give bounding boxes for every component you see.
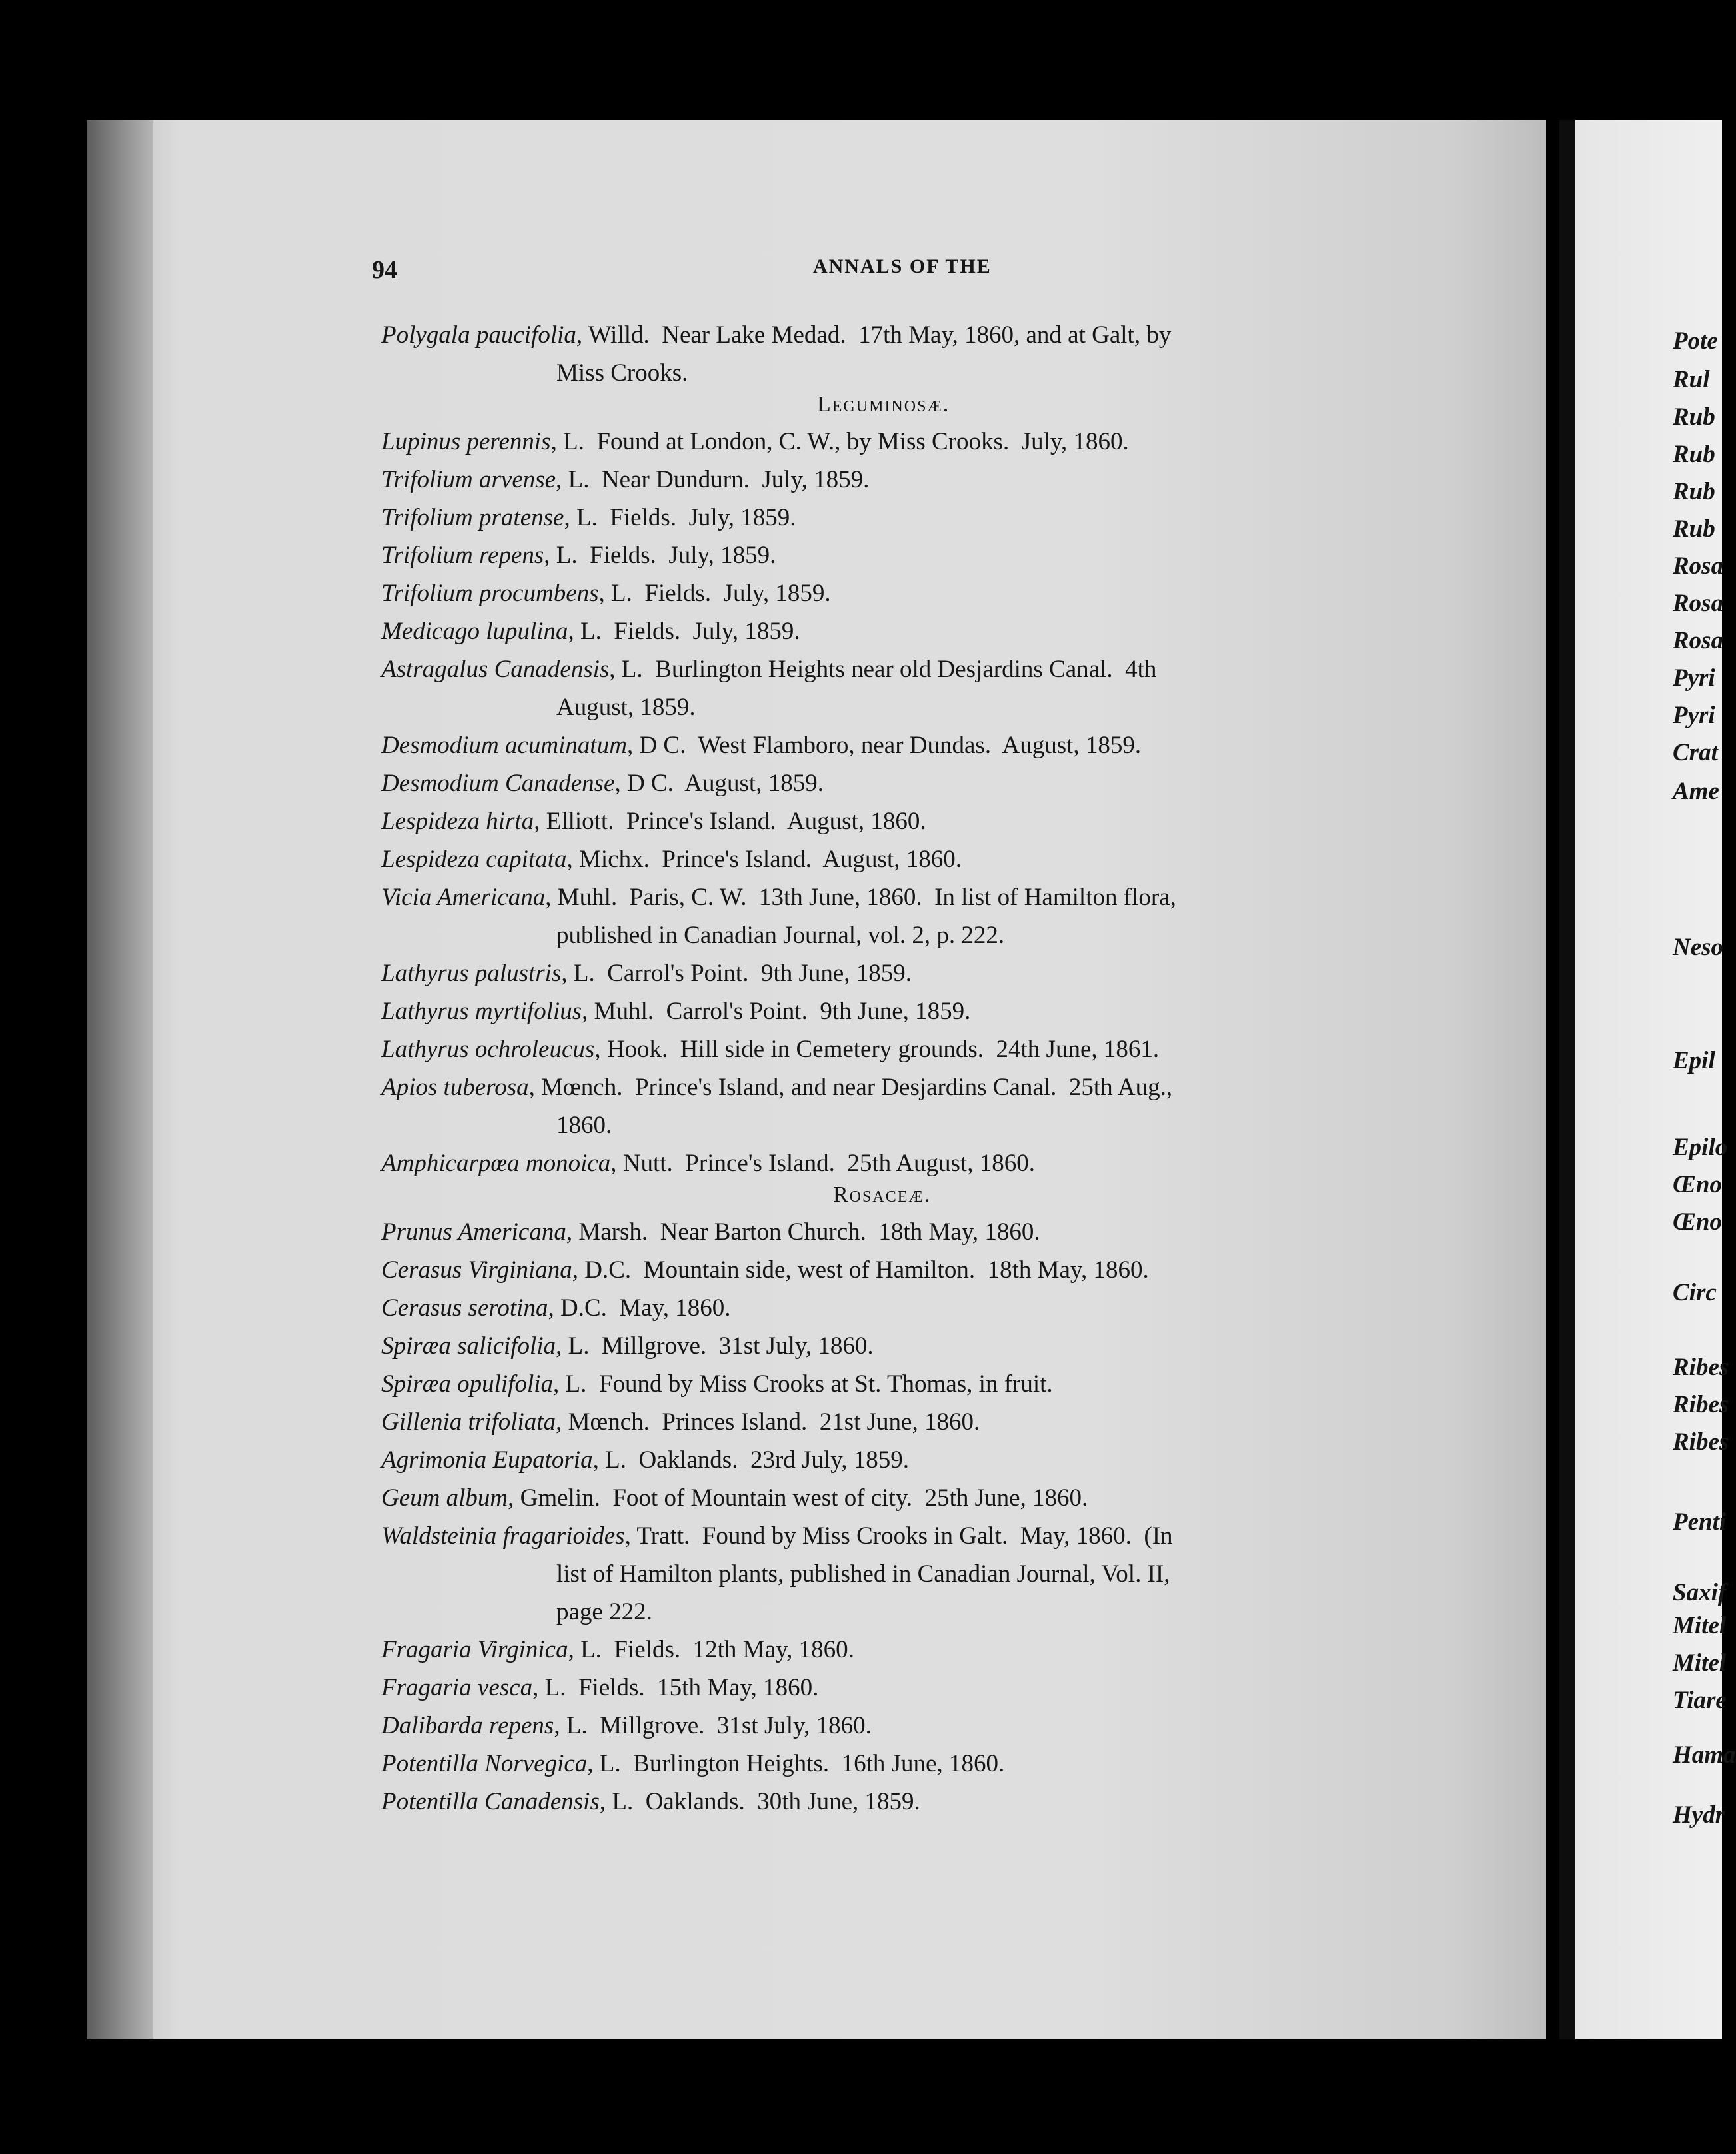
species-name: Potentilla Canadensis bbox=[381, 1788, 600, 1815]
right-page-fragment: Pyri bbox=[1673, 702, 1715, 729]
species-entry bbox=[381, 1749, 1004, 1779]
right-page-fragment: Mitel bbox=[1673, 1649, 1727, 1677]
species-details: , Mœnch. Prince's Island, and near Desjardins Canal. 25th Aug., bbox=[528, 1074, 1173, 1101]
species-name: Cerasus Virginiana bbox=[381, 1256, 572, 1284]
species-details: , Willd. Near Lake Medad. 17th May, 1860, and at Galt, by bbox=[576, 321, 1172, 349]
species-entry bbox=[381, 1407, 980, 1438]
species-name: Vicia Americana bbox=[381, 884, 546, 911]
running-head: ANNALS OF THE bbox=[813, 255, 992, 277]
species-name: Lespideza hirta bbox=[381, 808, 534, 835]
entry-continuation: page 222. bbox=[556, 1598, 652, 1625]
species-details: , Tratt. Found by Miss Crooks in Galt. May, 1860. (In bbox=[624, 1522, 1173, 1550]
species-details: , L. Oaklands. 23rd July, 1859. bbox=[592, 1446, 910, 1474]
species-name: Trifolium procumbens bbox=[381, 580, 599, 607]
species-details: , L. Burlington Heights. 16th June, 1860. bbox=[587, 1750, 1005, 1777]
species-details: , D.C. Mountain side, west of Hamilton. 18th May, 1860. bbox=[572, 1256, 1149, 1284]
species-entry bbox=[381, 654, 1156, 685]
right-page-fragment: Ribes bbox=[1673, 1354, 1729, 1381]
species-details: , L. Burlington Heights near old Desjardins Canal. 4th bbox=[609, 656, 1157, 683]
species-entry bbox=[381, 1072, 1172, 1103]
species-entry bbox=[381, 1255, 1149, 1286]
species-entry bbox=[381, 1369, 1053, 1400]
page-number: 94 bbox=[372, 256, 397, 284]
species-entry bbox=[381, 578, 831, 609]
species-name: Desmodium acuminatum bbox=[381, 732, 627, 759]
right-page-fragment: Rub bbox=[1673, 403, 1715, 431]
species-details: , Mœnch. Princes Island. 21st June, 1860. bbox=[556, 1408, 980, 1436]
species-entry bbox=[381, 427, 1129, 457]
species-details: , Muhl. Carrol's Point. 9th June, 1859. bbox=[582, 998, 971, 1025]
species-name: Lathyrus myrtifolius bbox=[381, 998, 582, 1025]
species-name: Fragaria Virginica bbox=[381, 1636, 568, 1663]
species-name: Prunus Americana bbox=[381, 1218, 566, 1246]
species-entry bbox=[381, 844, 962, 875]
species-entry bbox=[381, 882, 1176, 913]
species-name: Waldsteinia fragarioides bbox=[381, 1522, 625, 1550]
species-details: , L. Near Dundurn. July, 1859. bbox=[556, 466, 870, 493]
right-page-fragment: Saxif bbox=[1673, 1579, 1727, 1606]
species-name: Geum album bbox=[381, 1484, 508, 1512]
species-details: , Hook. Hill side in Cemetery grounds. 24th June, 1861. bbox=[594, 1036, 1160, 1063]
species-name: Medicago lupulina bbox=[381, 618, 568, 645]
species-entry bbox=[381, 958, 912, 989]
section-heading-rosaceae: Rosaceæ. bbox=[833, 1182, 932, 1207]
species-entry bbox=[381, 503, 796, 533]
species-entry bbox=[381, 1483, 1088, 1514]
species-entry bbox=[381, 1445, 909, 1476]
right-page-fragment: Rosa bbox=[1673, 590, 1724, 617]
species-details: , Muhl. Paris, C. W. 13th June, 1860. In list of Hamilton flora, bbox=[545, 884, 1176, 911]
species-entry bbox=[381, 1217, 1040, 1248]
species-entry bbox=[381, 1787, 920, 1817]
species-entry bbox=[381, 1521, 1173, 1552]
species-details: , L. Found by Miss Crooks at St. Thomas, in fruit. bbox=[553, 1370, 1053, 1398]
species-details: , D C. August, 1859. bbox=[614, 770, 824, 797]
right-page-fragment: Epilo bbox=[1673, 1134, 1728, 1161]
species-details: , D.C. May, 1860. bbox=[548, 1294, 731, 1322]
right-page-fragment: Neso bbox=[1673, 934, 1724, 961]
species-entry bbox=[381, 540, 776, 571]
species-details: , Marsh. Near Barton Church. 18th May, 1860. bbox=[566, 1218, 1040, 1246]
species-details: , L. Fields. July, 1859. bbox=[544, 542, 776, 569]
species-name: Spiræa salicifolia bbox=[381, 1332, 556, 1360]
species-details: , L. Millgrove. 31st July, 1860. bbox=[554, 1712, 872, 1739]
right-page-fragment: Rub bbox=[1673, 478, 1715, 505]
species-entry bbox=[381, 996, 970, 1027]
right-page-fragment: Hama bbox=[1673, 1741, 1736, 1769]
species-name: Lupinus perennis bbox=[381, 428, 551, 455]
species-details: , L. Oaklands. 30th June, 1859. bbox=[599, 1788, 920, 1815]
species-entry bbox=[381, 465, 869, 495]
right-page-fragment: Rub bbox=[1673, 515, 1715, 542]
right-page-fragment: Ribes bbox=[1673, 1391, 1729, 1418]
right-page-fragment: Ame bbox=[1673, 778, 1719, 805]
species-entry bbox=[381, 616, 800, 647]
species-entry bbox=[381, 1148, 1035, 1179]
species-details: , Elliott. Prince's Island. August, 1860. bbox=[534, 808, 926, 835]
right-page-fragment: Pyri bbox=[1673, 664, 1715, 692]
species-entry bbox=[381, 1331, 874, 1362]
species-details: , L. Fields. July, 1859. bbox=[564, 504, 796, 531]
book-spine-shadow bbox=[87, 120, 153, 2039]
right-page-fragment: Rosa bbox=[1673, 627, 1724, 654]
species-name: Fragaria vesca bbox=[381, 1674, 533, 1701]
right-page-fragment: Œno bbox=[1673, 1171, 1722, 1198]
section-heading-leguminosae: Leguminosæ. bbox=[817, 392, 950, 417]
species-name: Potentilla Norvegica bbox=[381, 1750, 588, 1777]
species-name: Trifolium repens bbox=[381, 542, 544, 569]
species-details: , D C. West Flamboro, near Dundas. August, 1859. bbox=[626, 732, 1142, 759]
species-name: Lathyrus palustris bbox=[381, 960, 562, 987]
entry-continuation: Miss Crooks. bbox=[556, 359, 688, 387]
right-page-fragment: Rub bbox=[1673, 441, 1715, 468]
species-name: Polygala paucifolia bbox=[381, 321, 576, 349]
species-name: Agrimonia Eupatoria bbox=[381, 1446, 593, 1474]
species-details: , L. Millgrove. 31st July, 1860. bbox=[556, 1332, 874, 1360]
species-name: Dalibarda repens bbox=[381, 1712, 554, 1739]
species-details: , Gmelin. Foot of Mountain west of city. 25th June, 1860. bbox=[508, 1484, 1088, 1512]
right-page-fragment: Mitel bbox=[1673, 1612, 1727, 1639]
species-entry bbox=[381, 768, 824, 799]
entry-continuation: August, 1859. bbox=[556, 694, 696, 721]
right-page-fragment: Œno bbox=[1673, 1208, 1722, 1236]
species-name: Spiræa opulifolia bbox=[381, 1370, 554, 1398]
species-entry bbox=[381, 320, 1171, 351]
entry-continuation: 1860. bbox=[556, 1112, 612, 1139]
species-details: , L. Fields. 15th May, 1860. bbox=[532, 1674, 819, 1701]
right-page-fragment: Crat bbox=[1673, 739, 1718, 766]
species-details: , L. Found at London, C. W., by Miss Crooks. July, 1860. bbox=[550, 428, 1129, 455]
right-page-fragment: Epil bbox=[1673, 1047, 1715, 1074]
species-name: Trifolium arvense bbox=[381, 466, 556, 493]
right-page-fragment: Rul bbox=[1673, 366, 1710, 393]
species-name: Gillenia trifoliata bbox=[381, 1408, 556, 1436]
species-entry bbox=[381, 1711, 872, 1741]
species-entry bbox=[381, 806, 926, 837]
species-name: Trifolium pratense bbox=[381, 504, 564, 531]
right-page-fragment: Rosa bbox=[1673, 552, 1724, 580]
species-entry bbox=[381, 1635, 854, 1665]
species-details: , L. Fields. 12th May, 1860. bbox=[568, 1636, 854, 1663]
species-name: Lathyrus ochroleucus bbox=[381, 1036, 595, 1063]
species-details: , Michx. Prince's Island. August, 1860. bbox=[566, 846, 962, 873]
entry-continuation: list of Hamilton plants, published in Canadian Journal, Vol. II, bbox=[556, 1560, 1170, 1588]
species-name: Lespideza capitata bbox=[381, 846, 567, 873]
species-entry bbox=[381, 1293, 731, 1324]
species-entry bbox=[381, 730, 1141, 761]
species-details: , L. Fields. July, 1859. bbox=[598, 580, 831, 607]
species-name: Astragalus Canadensis bbox=[381, 656, 610, 683]
species-name: Cerasus serotina bbox=[381, 1294, 548, 1322]
right-page-fragment: Pote bbox=[1673, 327, 1718, 355]
species-details: , Nutt. Prince's Island. 25th August, 1860. bbox=[610, 1150, 1035, 1177]
right-page-fragment: Ribes bbox=[1673, 1428, 1729, 1456]
right-page-fragment: Tiare bbox=[1673, 1687, 1727, 1714]
species-details: , L. Carrol's Point. 9th June, 1859. bbox=[561, 960, 912, 987]
species-entry bbox=[381, 1034, 1159, 1065]
right-page-fragment: Hydr bbox=[1673, 1801, 1725, 1829]
right-page-fragment: Penti bbox=[1673, 1508, 1727, 1536]
entry-continuation: published in Canadian Journal, vol. 2, p. 222. bbox=[556, 922, 1005, 949]
species-details: , L. Fields. July, 1859. bbox=[568, 618, 800, 645]
species-name: Apios tuberosa bbox=[381, 1074, 529, 1101]
species-name: Amphicarpœa monoica bbox=[381, 1150, 611, 1177]
right-page-fragment: Circ bbox=[1673, 1279, 1717, 1306]
species-name: Desmodium Canadense bbox=[381, 770, 615, 797]
species-entry bbox=[381, 1673, 818, 1703]
